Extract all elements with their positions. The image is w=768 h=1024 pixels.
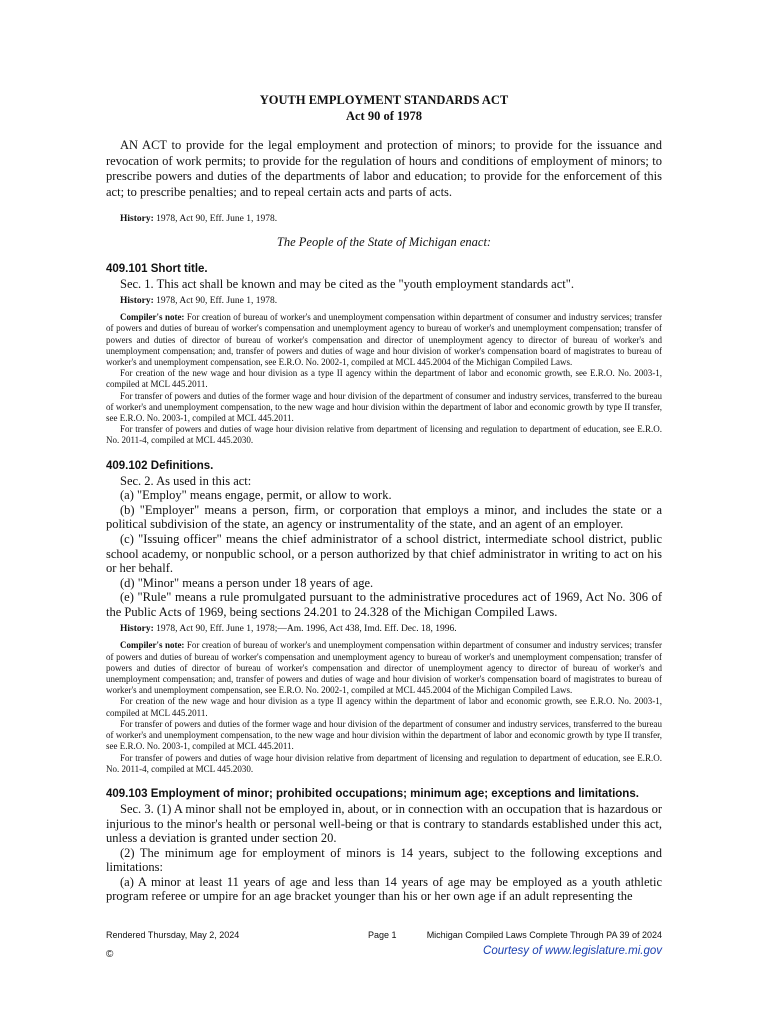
section-409-103 — [106, 787, 662, 904]
section-paragraph: (a) "Employ" means engage, permit, or allow to work. — [120, 488, 392, 503]
history-label: History: — [120, 213, 154, 224]
courtesy-link[interactable]: Courtesy of www.legislature.mi.gov — [483, 945, 662, 957]
act-preamble: AN ACT to provide for the legal employment and protection of minors; to provide for the issuance and revocation of work permits; to provide for the regulation of hours and conditions of employment of minors; to prescribe powers and duties of the departments of labor and education; to provide for the enforcement of this act; to prescribe penalties; and to repeal certain acts and parts of acts. — [106, 138, 662, 199]
section-paragraph: (c) "Issuing officer" means the chief administrator of a school district, intermediate school district, public school academy, or nonpublic school, or a person authorized by that chief administrator in writing to act on his or her behalf. — [106, 531, 662, 576]
compiler-note — [106, 312, 662, 368]
copyright-symbol: © — [106, 949, 114, 960]
history-text: 1978, Act 90, Eff. June 1, 1978. — [156, 213, 278, 224]
compiler-note: For transfer of powers and duties of the former wage and hour division of the department of consumer and industry services, transferred to the bureau of worker's and unemployment compensation, to the new wage and hour division within the department of labor and economic growth by type II transfer, see E.R.O. No. 2003-1, compiled at MCL 445.2011. — [106, 390, 662, 423]
act-title: YOUTH EMPLOYMENT STANDARDS ACT — [259, 93, 509, 107]
compiler-note: For creation of the new wage and hour division as a type II agency within the department of labor and economic growth, see E.R.O. No. 2003-1, compiled at MCL 445.2011. — [106, 368, 662, 390]
section-heading: 409.103 Employment of minor; prohibited occupations; minimum age; exceptions and limitations. — [106, 787, 639, 800]
document-body — [106, 92, 662, 904]
section-paragraph: (b) "Employer" means a person, firm, or corporation that employs a minor, and includes the state or a political subdivision of the state, an agency or instrumentality of the state, and an agent of an employer. — [106, 502, 662, 532]
section-409-102 — [106, 459, 662, 775]
history-text: 1978, Act 90, Eff. June 1, 1978. — [156, 296, 278, 307]
section-paragraph: Sec. 2. As used in this act: — [120, 473, 252, 488]
compiler-note: For transfer of powers and duties of wage hour division relative from department of licensing and regulation to department of education, see E.R.O. No. 2011-4, compiled at MCL 445.2030. — [106, 752, 662, 774]
section-heading: 409.101 Short title. — [106, 262, 208, 275]
compiler-note-text: For creation of bureau of worker's and unemployment compensation within department of consumer and industry services; transfer of powers and duties of bureau of worker's compensation and unemployment agency to bureau of worker's and unemployment compensation; transfer of powers and duties of director of bureau of worker's compensation and director of unemployment agency to director of bureau of worker's and unemployment compensation; and, transfer of powers and duties of wage and hour division of worker's compensation board of magistrates to bureau of worker's and unemployment compensation, see E.R.O. No. 2002-1, compiled at MCL 445.2004 of the Michigan Compiled Laws. — [106, 312, 662, 367]
page-number: Page 1 — [368, 930, 397, 940]
compiler-note-text: For creation of bureau of worker's and unemployment compensation within department of consumer and industry services; transfer of powers and duties of bureau of worker's compensation and unemployment agency to bureau of worker's and unemployment compensation; transfer of powers and duties of director of bureau of worker's compensation and director of unemployment agency to director of bureau of worker's and unemployment compensation; and, transfer of powers and duties of wage and hour division of worker's compensation board of magistrates to bureau of worker's and unemployment compensation, see E.R.O. No. 2002-1, compiled at MCL 445.2004 of the Michigan Compiled Laws. — [106, 640, 662, 696]
section-paragraph: (d) "Minor" means a person under 18 years of age. — [120, 575, 374, 590]
compiler-note: For creation of the new wage and hour division as a type II agency within the department of labor and economic growth, see E.R.O. No. 2003-1, compiled at MCL 445.2011. — [106, 696, 662, 718]
section-paragraph: (2) The minimum age for employment of minors is 14 years, subject to the following exceptions and limitations: — [106, 845, 662, 875]
preamble-history — [106, 213, 662, 225]
section-heading: 409.102 Definitions. — [106, 459, 214, 472]
section-paragraph: (a) A minor at least 11 years of age and less than 14 years of age may be employed as a youth athletic program referee or umpire for an age bracket younger than his or her own age if an adult representing the — [106, 874, 662, 904]
compiler-note: For transfer of powers and duties of wage hour division relative from department of licensing and regulation to department of education, see E.R.O. No. 2011-4, compiled at MCL 445.2030. — [106, 424, 662, 446]
section-409-101 — [106, 262, 662, 447]
section-paragraph: Sec. 3. (1) A minor shall not be employed in, about, or in connection with an occupation that is hazardous or injurious to the minor's health or personal well-being or that is contrary to standards established under this act, unless a deviation is granted under section 20. — [106, 801, 662, 846]
section-history — [106, 623, 662, 635]
rendered-date: Rendered Thursday, May 2, 2024 — [106, 930, 240, 940]
enacting-clause: The People of the State of Michigan enact: — [276, 234, 492, 249]
history-label: History: — [120, 624, 154, 635]
section-paragraph: Sec. 1. This act shall be known and may be cited as the "youth employment standards act". — [120, 276, 574, 291]
compiler-note-label: Compiler's note: — [120, 312, 185, 323]
act-number: Act 90 of 1978 — [345, 109, 423, 123]
compiler-note — [106, 640, 662, 696]
section-paragraph: (e) "Rule" means a rule promulgated pursuant to the administrative procedures act of 1969, Act No. 306 of the Public Acts of 1969, being sections 24.201 to 24.328 of the Michigan Compiled Laws. — [106, 590, 662, 619]
section-history — [106, 295, 662, 307]
history-text: 1978, Act 90, Eff. June 1, 1978;—Am. 1996, Act 438, Imd. Eff. Dec. 18, 1996. — [156, 624, 457, 635]
compiler-note-label: Compiler's note: — [120, 640, 185, 651]
history-label: History: — [120, 296, 154, 307]
compiler-note: For transfer of powers and duties of the former wage and hour division of the department of consumer and industry services, transferred to the bureau of worker's and unemployment compensation, to the new wage and hour division within the department of labor and economic growth by type II transfer, see E.R.O. No. 2003-1, compiled at MCL 445.2011. — [106, 718, 662, 752]
compiled-through: Michigan Compiled Laws Complete Through PA 39 of 2024 — [426, 930, 662, 940]
